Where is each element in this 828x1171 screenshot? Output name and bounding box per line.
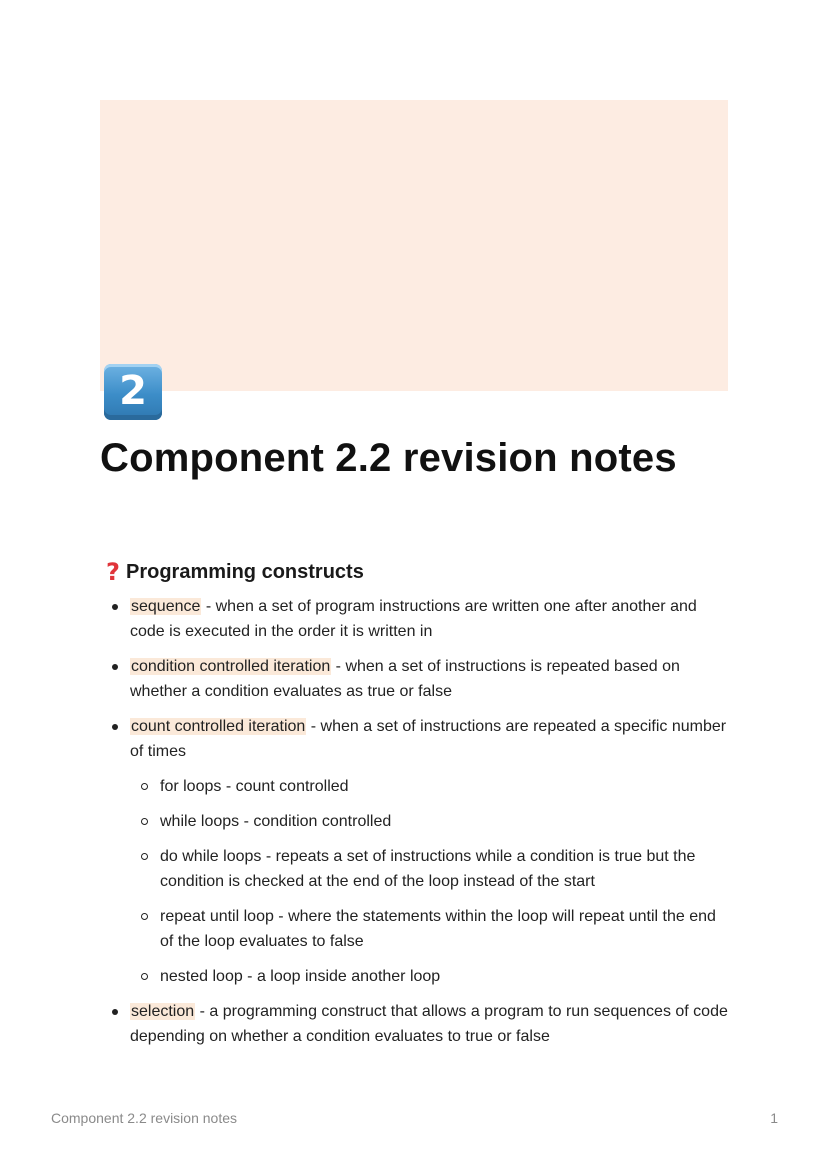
- list-item-count-controlled-iteration: [100, 714, 728, 989]
- constructs-list: [100, 594, 728, 1049]
- sub-list-item: do while loops - repeats a set of instructions while a condition is true but the condition is checked at the end of the loop instead of the start: [130, 844, 728, 894]
- footer-page-number: 1: [770, 1110, 778, 1126]
- sub-list-item: repeat until loop - where the statements within the loop will repeat until the end of the loop evaluates to false: [130, 904, 728, 954]
- list-item-sequence: [100, 594, 728, 644]
- list-item-selection: [100, 999, 728, 1049]
- red-question-mark-icon: ?: [106, 558, 120, 586]
- item-description: - when a set of instructions are repeated a specific number of times: [130, 718, 727, 760]
- item-description: - when a set of program instructions are written one after another and code is executed in the order it is written in: [130, 598, 697, 640]
- item-description: - when a set of instructions is repeated based on whether a condition evaluates as true or false: [130, 658, 680, 700]
- footer-document-title: Component 2.2 revision notes: [51, 1110, 237, 1126]
- section-heading: [102, 558, 364, 586]
- list-item-condition-controlled-iteration: [100, 654, 728, 704]
- sub-list-item: nested loop - a loop inside another loop: [130, 964, 728, 989]
- notes-content: [100, 594, 728, 1059]
- sub-list-item: for loops - count controlled: [130, 774, 728, 799]
- highlighted-term: condition controlled iteration: [131, 658, 331, 675]
- page-title: Component 2.2 revision notes: [100, 436, 677, 480]
- highlighted-term: count controlled iteration: [131, 718, 306, 735]
- keycap-digit-glyph: 2: [119, 367, 147, 414]
- highlighted-term: selection: [131, 1003, 195, 1020]
- loop-types-list: [130, 774, 728, 989]
- sub-list-item: while loops - condition controlled: [130, 809, 728, 834]
- item-description: - a programming construct that allows a program to run sequences of code depending on whether a condition evaluates to true or false: [130, 1003, 728, 1045]
- page-cover-banner: [100, 100, 728, 391]
- keycap-digit-two-icon: [104, 364, 162, 420]
- section-heading-text: Programming constructs: [126, 561, 364, 583]
- highlighted-term: sequence: [131, 598, 201, 615]
